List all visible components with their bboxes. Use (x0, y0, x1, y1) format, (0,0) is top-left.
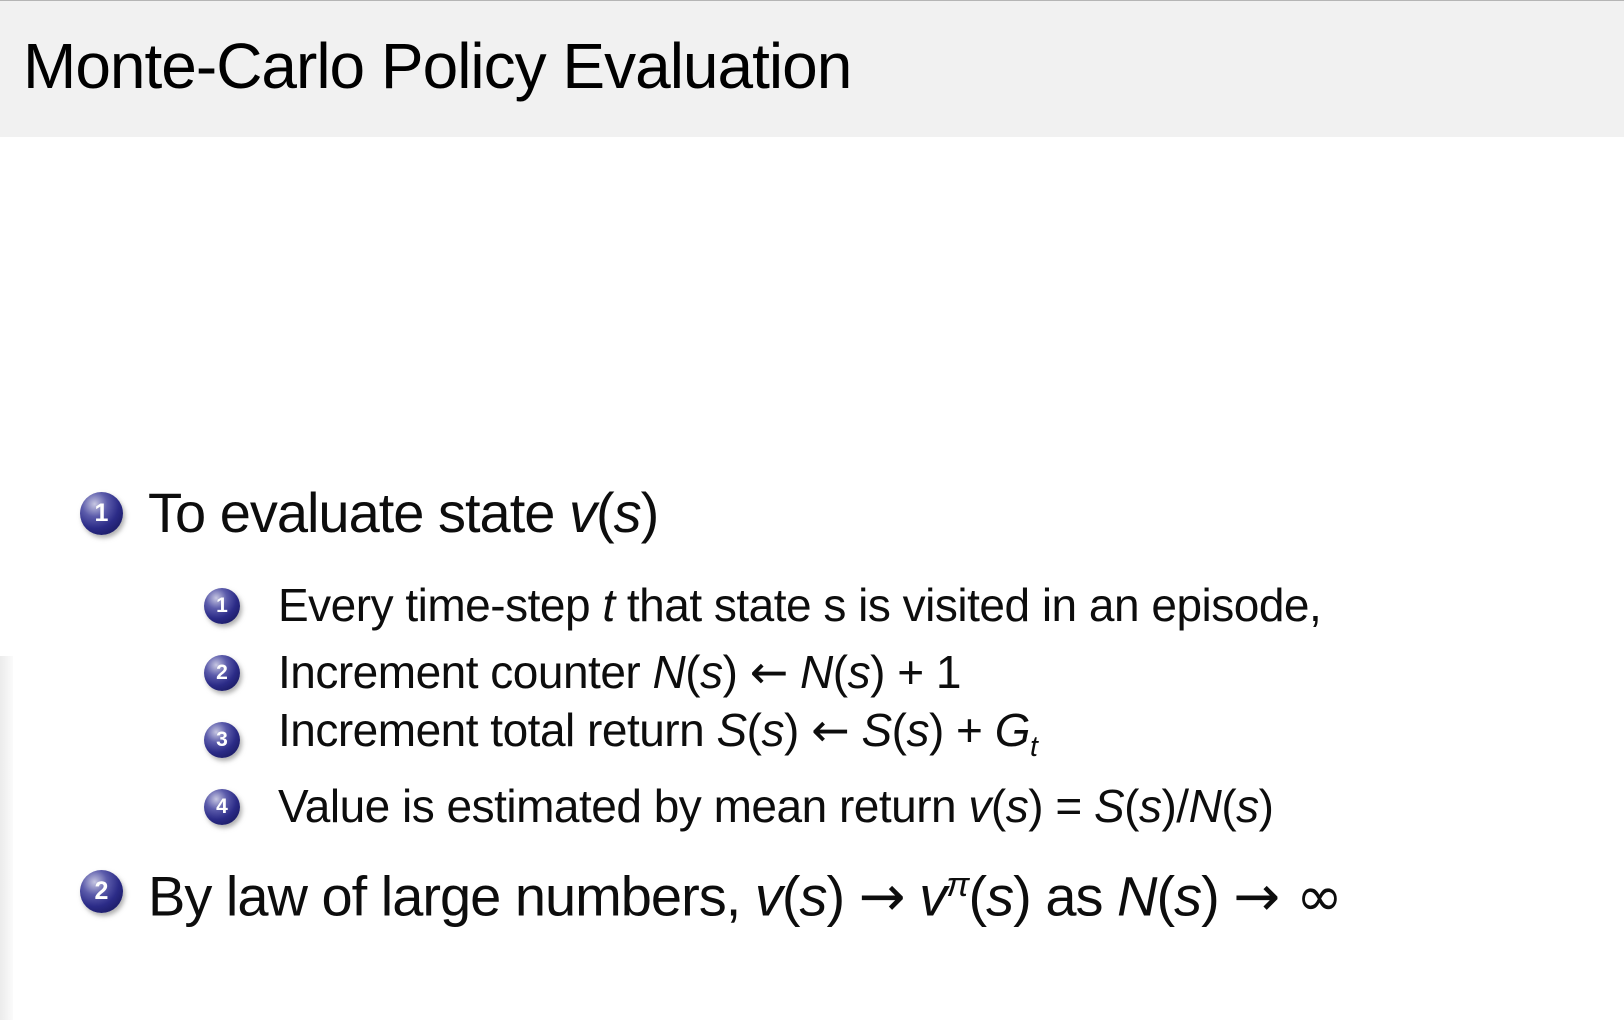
list-item-1 (0, 478, 1624, 548)
enum-badge-sub-1: 1 (204, 588, 240, 624)
title-bar (0, 0, 1624, 137)
text-segment: v (754, 864, 782, 928)
text-segment: s (906, 704, 929, 757)
text-segment: s (1005, 780, 1029, 832)
text-segment: ( (832, 646, 848, 698)
text-segment: s (761, 704, 784, 757)
text-segment: t (1029, 731, 1038, 764)
sub-item-3-text (278, 697, 1037, 781)
text-segment: Increment counter (278, 646, 653, 698)
enum-badge-2: 2 (80, 870, 123, 913)
text-segment: ) (826, 864, 859, 928)
text-segment: ( (891, 704, 907, 757)
enum-badge-sub-3: 3 (204, 722, 240, 758)
text-segment: By law of large numbers, (148, 864, 755, 928)
text-segment: ) (1201, 864, 1234, 928)
text-segment: → (858, 864, 905, 930)
text-segment: → (1233, 864, 1280, 930)
enum-badge-sub-4: 4 (204, 789, 240, 825)
text-segment: Increment total return (278, 704, 717, 757)
text-segment: s (1236, 780, 1259, 832)
text-segment: ← (749, 645, 788, 699)
text-segment: ( (1221, 780, 1237, 832)
text-segment: ← (811, 703, 850, 758)
text-segment: s (613, 481, 641, 544)
text-segment: ) (640, 481, 659, 544)
text-segment: N (1188, 780, 1222, 832)
sub-item-2 (0, 639, 1624, 706)
text-segment: S (1093, 780, 1125, 832)
sub-item-4 (0, 773, 1624, 840)
item-2-text (148, 850, 1342, 933)
text-segment: ) (722, 646, 750, 698)
sub-item-2-text (278, 639, 961, 706)
text-segment (905, 864, 920, 927)
text-segment: G (994, 704, 1030, 757)
text-segment: ∞ (1279, 864, 1342, 930)
text-segment: ( (1124, 780, 1139, 832)
text-segment: ) + (928, 704, 995, 757)
slide-body (0, 478, 1624, 930)
text-segment: s (1174, 864, 1202, 928)
item-1-text (148, 478, 658, 548)
sub-item-1 (0, 572, 1624, 639)
text-segment: that state s is visited in an episode, (614, 579, 1322, 631)
text-segment: s (847, 646, 871, 698)
text-segment: v (968, 780, 991, 832)
text-segment: ) (1258, 780, 1274, 832)
text-segment: ( (781, 864, 800, 928)
text-segment: ( (595, 481, 614, 544)
text-segment: ( (685, 646, 701, 698)
text-segment: ( (990, 780, 1006, 832)
text-segment: s (986, 864, 1014, 928)
sub-item-4-text (278, 773, 1273, 840)
text-segment: ( (968, 864, 987, 928)
text-segment: ) as (1013, 864, 1118, 928)
text-segment: ) + 1 (870, 646, 961, 698)
sub-item-3 (0, 703, 1624, 773)
text-segment: s (700, 646, 723, 698)
text-segment (849, 704, 861, 756)
text-segment: ( (1156, 864, 1175, 928)
text-segment: π (946, 865, 969, 904)
text-segment: S (861, 704, 892, 757)
text-segment: ) = (1028, 780, 1094, 832)
text-segment: )/ (1161, 780, 1189, 832)
sub-item-1-text (278, 572, 1321, 639)
slide-title: Monte-Carlo Policy Evaluation (23, 30, 852, 102)
enum-badge-1: 1 (80, 492, 123, 535)
list-item-2 (0, 856, 1624, 930)
sublist (0, 572, 1624, 840)
enum-badge-sub-2: 2 (204, 655, 240, 691)
text-segment: Value is estimated by mean return (278, 780, 969, 832)
text-segment: N (1117, 864, 1157, 928)
text-segment: Every time-step (278, 579, 603, 631)
text-segment: N (652, 646, 686, 698)
text-segment (788, 646, 800, 698)
text-segment: To evaluate state (148, 481, 569, 544)
text-segment: N (800, 646, 833, 698)
text-segment: t (602, 579, 615, 631)
text-segment: v (568, 481, 596, 544)
text-segment: ) (784, 704, 812, 757)
text-segment: S (716, 704, 747, 757)
text-segment: s (1138, 780, 1162, 832)
text-segment: ( (746, 704, 762, 757)
text-segment: s (799, 864, 827, 928)
text-segment: v (919, 864, 947, 928)
